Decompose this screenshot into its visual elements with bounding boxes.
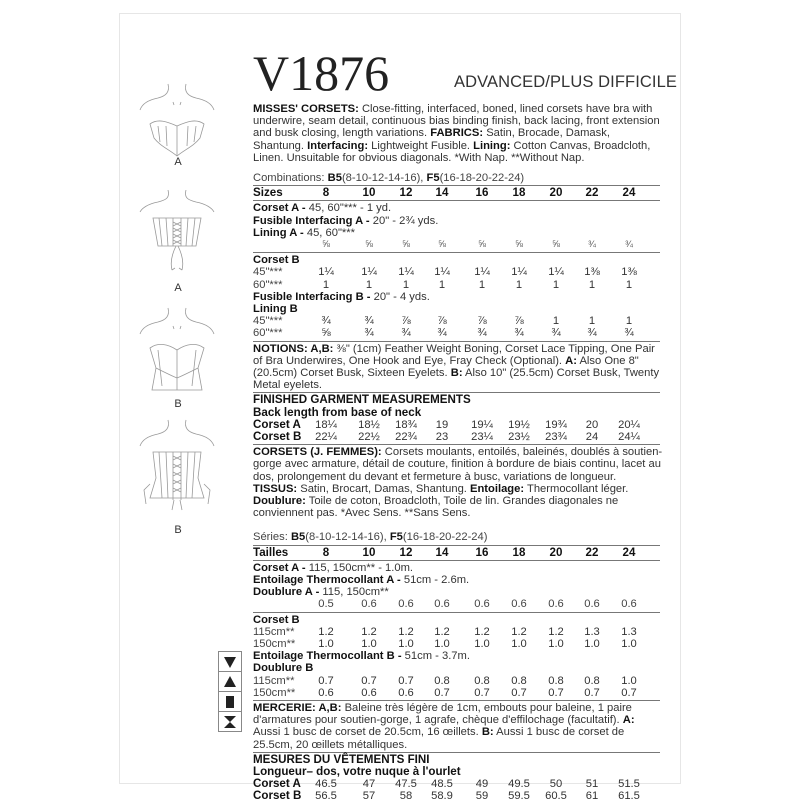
illustration-corset-a-back xyxy=(128,190,228,294)
illustration-corset-b-back xyxy=(128,418,228,536)
lining-b-heading: Lining B xyxy=(253,302,298,315)
mercerie-text: MERCERIE: A,B: Baleine très légère de 1cm, embouts pour baleine, 1 paire d'armatures pour soutien-gorge, 1 agrafe, chèque d'effilochage (facultatif). A: Aussi 1 busc de corset de 20.5cm, 16 œillets. B: Aussi 1 busc de corset de 25.5cm, 20 œillets métalliques. xyxy=(253,701,635,751)
divider xyxy=(253,341,660,342)
view-label: B xyxy=(174,524,182,536)
divider xyxy=(253,545,660,546)
corset-b-front-drawing xyxy=(128,306,228,396)
tailles-header-row: Tailles 8 10 12 14 16 18 20 22 24 xyxy=(253,545,636,559)
triangle-up-icon xyxy=(219,672,241,692)
fusible-a-yardage: Fusible Interfacing A - 20" - 2¾ yds. xyxy=(253,214,439,227)
lining-b-60-row: 60"*** ⅝ ¾ ¾ ¾ ¾ ¾ ¾ ¾ ¾ xyxy=(253,327,634,340)
french-description: CORSETS (J. FEMMES): Corsets moulants, entoilés, baleinés, doublés à soutien-gorge avec armature, détail de couture, finition à bordure de biais continu, lacet au dos, prolongement du devant et fermeture à busc, variations de longueur. TISSUS: Satin, Brocart, Damas, Shantung. Entoilage: Thermocollant léger. Doublure: Toile de coton, Broadcloth, Toile de lin. Grandes diagonales ne conviennent pas. *Avec Sens. **Sans Sens. xyxy=(253,446,663,520)
measurement-row-corset-b: Corset B 22¼ 22½ 22¾ 23 23¼ 23½ 23¾ 24 24¼ xyxy=(253,429,640,443)
fusible-b-yardage: Fusible Interfacing B - 20" - 4 yds. xyxy=(253,290,430,303)
divider xyxy=(253,252,660,253)
fr-entoilage-b-yardage: Entoilage Thermocollant B - 51cm - 3.7m. xyxy=(253,650,470,663)
lining-a-yardage: Lining A - 45, 60"*** xyxy=(253,226,355,239)
corset-a-front-drawing xyxy=(128,82,228,162)
finished-measurements-title: FINISHED GARMENT MEASUREMENTS xyxy=(253,393,471,407)
fr-doublure-b-heading: Doublure B xyxy=(253,662,314,675)
divider xyxy=(253,612,660,613)
notions-text: NOTIONS: A,B: ⅜" (1cm) Feather Weight Boning, Corset Lace Tipping, One Pair of Bra Underwires, One Hook and Eye, Fray Check (Optional). A: Also One 8" (20.5cm) Corset Busk, Sixteen Eyelets. B: Also 10" (25.5cm) Corset Busk, Twenty Metal eyelets. xyxy=(253,342,660,392)
combinations-line: Combinations: B5(8-10-12-14-16), F5(16-18-20-22-24) xyxy=(253,172,525,185)
divider xyxy=(253,444,660,445)
corset-b-back-drawing xyxy=(128,418,228,518)
series-line: Séries: B5(8-10-12-14-16), F5(16-18-20-22-24) xyxy=(253,531,488,544)
fr-doublure-a-values-row: 0.5 0.6 0.6 0.6 0.6 0.6 0.6 0.6 0.6 xyxy=(318,598,637,611)
corset-a-back-drawing xyxy=(128,190,228,280)
corset-a-yardage: Corset A - 45, 60"*** - 1 yd. xyxy=(253,202,392,215)
divider xyxy=(253,560,660,561)
fr-corset-b-115-row: 115cm** 1.2 1.2 1.2 1.2 1.2 1.2 1.2 1.3 1.3 xyxy=(253,625,637,638)
garment-description: MISSES' CORSETS: Close-fitting, interfaced, boned, lined corsets have bra with underwire, seam detail, continuous bias binding finish, back lacing, front extension and busk closing, length variations. FABRICS: Satin, Brocade, Damask, Shantung. Interfacing: Lightweight Fusible. Lining: Cotton Canvas, Broadcloth, Linen. Unsuitable for obvious diagonals. *With Nap. **Without Nap. xyxy=(253,103,660,164)
measurement-row-corset-a: Corset A 18¼ 18½ 18¾ 19 19¼ 19½ 19¾ 20 20¼ xyxy=(253,417,640,431)
hourglass-icon xyxy=(219,712,241,731)
view-label: A xyxy=(174,282,182,294)
layout-legend xyxy=(218,651,242,732)
divider xyxy=(253,200,660,201)
illustration-corset-b-front xyxy=(128,306,228,410)
fr-doublure-b-115-row: 115cm** 0.7 0.7 0.7 0.8 0.8 0.8 0.8 0.8 1.0 xyxy=(253,674,637,687)
fr-measurements-title: MESURES DU VÊTEMENTS FINI xyxy=(253,752,430,766)
lining-b-45-row: 45"*** ¾ ¾ ⅞ ⅞ ⅞ ⅞ 1 1 1 xyxy=(253,315,633,328)
fr-corset-b-150-row: 150cm** 1.0 1.0 1.0 1.0 1.0 1.0 1.0 1.0 1.0 xyxy=(253,637,637,650)
fr-doublure-a-yardage: Doublure A - 115, 150cm** xyxy=(253,586,389,599)
lining-a-values-row: ⅝ ⅝ ⅝ ⅝ ⅝ ⅝ ⅝ ¾ ¾ xyxy=(322,239,633,251)
corset-b-45-row: 45"*** 1¼ 1¼ 1¼ 1¼ 1¼ 1¼ 1¼ 1⅜ 1⅜ xyxy=(253,266,637,279)
fr-measurements-subtitle: Longueur– dos, votre nuque à l'ourlet xyxy=(253,764,461,778)
sizes-header-row: Sizes 8 10 12 14 16 18 20 22 24 xyxy=(253,186,636,200)
fr-corset-a-yardage: Corset A - 115, 150cm** - 1.0m. xyxy=(253,561,414,574)
divider xyxy=(253,700,660,701)
view-label: A xyxy=(174,156,182,168)
fr-entoilage-a-yardage: Entoilage Thermocollant A - 51cm - 2.6m. xyxy=(253,573,470,586)
corset-b-60-row: 60"*** 1 1 1 1 1 1 1 1 1 xyxy=(253,278,633,291)
pattern-number: V1876 xyxy=(253,45,390,101)
square-icon xyxy=(219,692,241,712)
english-section xyxy=(253,103,663,803)
fr-measurement-row-corset-a: Corset A 46.5 47 47.5 48.5 49 49.5 50 51 51.5 xyxy=(253,777,640,791)
view-label: B xyxy=(174,398,182,410)
divider xyxy=(253,185,660,186)
corset-b-heading: Corset B xyxy=(253,254,300,267)
fr-corset-b-heading: Corset B xyxy=(253,613,300,626)
finished-measurements-subtitle: Back length from base of neck xyxy=(253,405,422,419)
fr-measurement-row-corset-b: Corset B 56.5 57 58 58.9 59 59.5 60.5 61 61.5 xyxy=(253,789,640,803)
fr-doublure-b-150-row: 150cm** 0.6 0.6 0.6 0.7 0.7 0.7 0.7 0.7 0.7 xyxy=(253,686,637,699)
difficulty-level: ADVANCED/PLUS DIFFICILE xyxy=(454,73,677,91)
illustration-corset-a-front xyxy=(128,82,228,168)
triangle-down-icon xyxy=(219,652,241,672)
